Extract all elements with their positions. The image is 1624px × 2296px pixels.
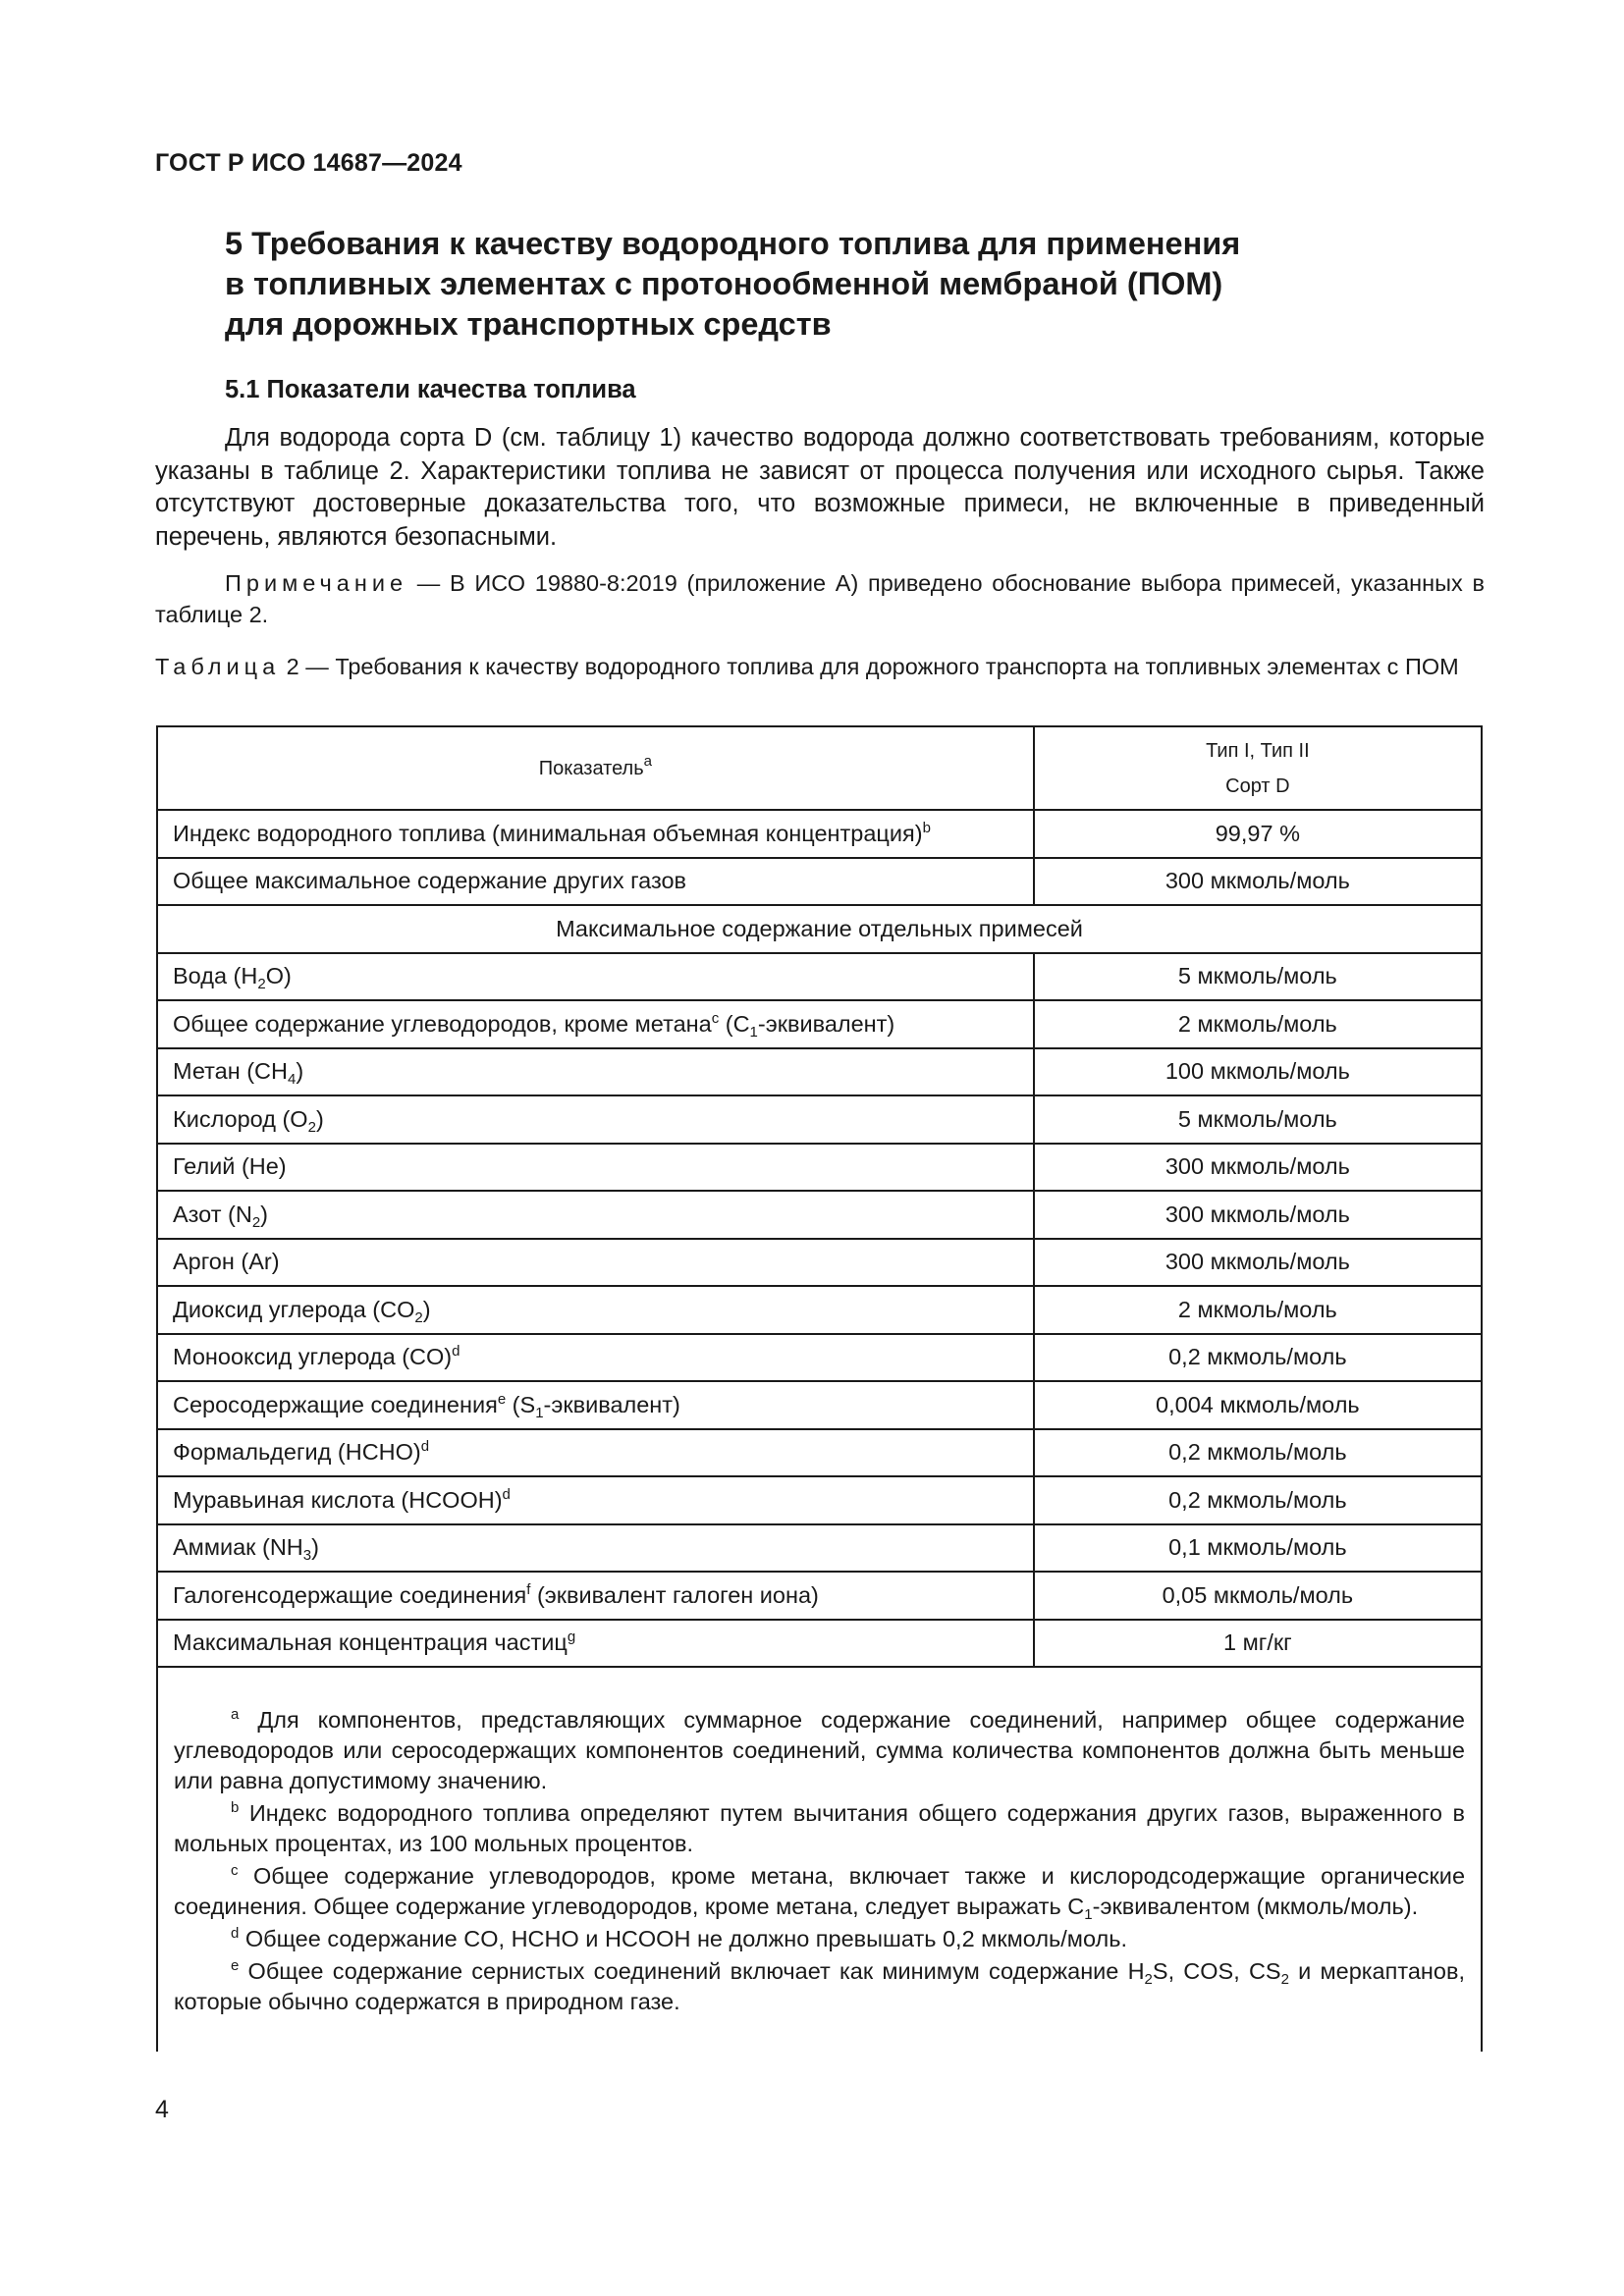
paragraph [155,422,1485,554]
subsection-title: 5.1 Показатели качества топлива [225,376,636,403]
row-value: 5 мкмоль/моль [1034,1095,1482,1144]
table-row [157,1095,1482,1144]
table-row [157,1620,1482,1668]
table-row [157,1381,1482,1429]
row-value: 0,1 мкмоль/моль [1034,1524,1482,1573]
row-name: Кислород $(O_2)$ [157,1095,1034,1144]
table-row [157,1286,1482,1334]
section-title-line-3: для дорожных транспортных средств [225,306,832,342]
header-grade: Тип I, Тип II Сорт D [1034,726,1482,810]
row-name: Серосодержащие соединения$^e$ $(S_1-эквивалент)$ [157,1381,1034,1429]
footnote-b: $^b$ Индекс водородного топлива определяют путем вычитания общего содержания других газов, выраженного в мольных процентах, из 100 мольных процентов. [174,1798,1465,1856]
row-name: Индекс водородного топлива (минимальная объемная концентрация)$^b$ [157,810,1034,858]
row-value: 1 мг/кг [1034,1620,1482,1668]
row-value: 300 мкмоль/моль [1034,858,1482,906]
section-title-line-1: 5 Требования к качеству водородного топлива для применения [225,226,1241,261]
paragraph-text: Для водорода сорта D (см. таблицу 1) качество водорода должно соответствовать требованиям, которые указаны в таблице 2. Характеристики топлива не зависят от процесса получения или исходного сырья. Также отсутствуют достоверные доказательства того, что возможные примеси, не включенные в приведенный перечень, являются безопасными. [155,424,1485,551]
table-caption [155,652,1485,681]
requirements-table [156,725,1483,2052]
row-name: Галогенсодержащие соединения$^f$ (эквивалент галоген иона) [157,1572,1034,1620]
row-value: 2 мкмоль/моль [1034,1286,1482,1334]
table-header-row [157,726,1482,810]
row-name: Аммиак $(NH_3)$ [157,1524,1034,1573]
row-name: Метан $(CH_4)$ [157,1048,1034,1096]
table-row [157,1191,1482,1239]
row-name: Общее содержание углеводородов, кроме метана$^c$ $(C_1-эквивалент)$ [157,1000,1034,1048]
table-row [157,1476,1482,1524]
row-value: 99,97 % [1034,810,1482,858]
row-value: 0,004 мкмоль/моль [1034,1381,1482,1429]
header-indicator: Показатель$^a$ [157,726,1034,810]
row-name: Диоксид углерода $(CO_2)$ [157,1286,1034,1334]
note-text: — В ИСО 19880-8:2019 (приложение А) приведено обоснование выбора примесей, указанных в таблице 2. [155,570,1485,627]
row-name: Формальдегид (HCHO)$^d$ [157,1429,1034,1477]
table-row [157,1429,1482,1477]
row-value: 5 мкмоль/моль [1034,953,1482,1001]
row-name: Монооксид углерода (CO)$^d$ [157,1334,1034,1382]
table-caption-label: Таблица [155,654,281,679]
row-value: 300 мкмоль/моль [1034,1191,1482,1239]
row-value: 300 мкмоль/моль [1034,1239,1482,1287]
table-row [157,1000,1482,1048]
section-title [225,224,1240,345]
row-name: Общее максимальное содержание других газов [157,858,1034,906]
table-row [157,1144,1482,1192]
row-value: 0,2 мкмоль/моль [1034,1476,1482,1524]
table-row [157,1048,1482,1096]
table-footnotes [157,1667,1482,2052]
span-row-label: Максимальное содержание отдельных примесей [157,905,1482,953]
row-value: 0,2 мкмоль/моль [1034,1334,1482,1382]
row-name: Аргон (Ar) [157,1239,1034,1287]
note-label: Примечание [225,570,408,596]
note [155,567,1485,630]
row-value: 300 мкмоль/моль [1034,1144,1482,1192]
table-row [157,1524,1482,1573]
footnote-d: $^d$ Общее содержание CO, HCHO и HCOOH не должно превышать 0,2 мкмоль/моль. [231,1924,1128,1951]
table-row [157,858,1482,906]
row-value: 0,2 мкмоль/моль [1034,1429,1482,1477]
table-row [157,1572,1482,1620]
page-number: 4 [155,2096,169,2123]
row-name: Муравьиная кислота (HCOOH)$^d$ [157,1476,1034,1524]
footnote-e: $^e$ Общее содержание сернистых соединений включает как минимум содержание $H_2S$, COS, $CS_2$ и меркаптанов, которые обычно содержатся в природном газе. [174,1956,1465,2014]
table-row [157,810,1482,858]
row-value: 2 мкмоль/моль [1034,1000,1482,1048]
row-name: Максимальная концентрация частиц$^g$ [157,1620,1034,1668]
footnote-a: $^a$ Для компонентов, представляющих суммарное содержание соединений, например общее содержание углеводородов или серосодержащих компонентов соединений, сумма количества компонентов должна быть меньше или равна допустимому значению. [174,1705,1465,1793]
row-name: Гелий (He) [157,1144,1034,1192]
table-row [157,1334,1482,1382]
row-name: Вода $(H_2O)$ [157,953,1034,1001]
row-value: 100 мкмоль/моль [1034,1048,1482,1096]
row-value: 0,05 мкмоль/моль [1034,1572,1482,1620]
table-footnotes-row [157,1667,1482,2052]
table-span-row [157,905,1482,953]
table-caption-text: 2 — Требования к качеству водородного топлива для дорожного транспорта на топливных элементах с ПОМ [280,654,1459,679]
table-row [157,1239,1482,1287]
section-title-line-2: в топливных элементах с протонообменной мембраной (ПОМ) [225,266,1223,301]
row-name: Азот $(N_2)$ [157,1191,1034,1239]
table-row [157,953,1482,1001]
footnote-c: $^c$ Общее содержание углеводородов, кроме метана, включает также и кислородсодержащие органические соединения. Общее содержание углеводородов, кроме метана, следует выражать $C_1$-эквивалентом (мкмоль/моль). [174,1861,1466,1923]
document-header: ГОСТ Р ИСО 14687—2024 [155,149,462,177]
